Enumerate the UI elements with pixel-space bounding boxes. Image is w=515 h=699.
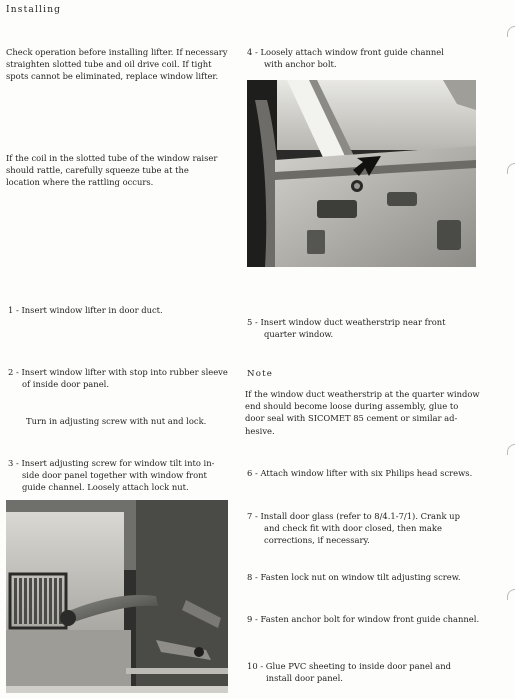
- text-line: Turn in adjusting screw with nut and lock.: [26, 416, 207, 426]
- rattle-paragraph: [6, 152, 217, 189]
- text-line: should rattle, carefully squeeze tube at the: [6, 165, 189, 176]
- text-line: hesive.: [245, 425, 275, 436]
- text-line: install door panel.: [266, 673, 343, 684]
- margin-mark: [507, 26, 515, 37]
- note-paragraph: [245, 388, 480, 437]
- door-frame-photo: [247, 80, 476, 267]
- step-7: [247, 510, 460, 547]
- step-6: [247, 467, 472, 479]
- note-heading: Note: [247, 369, 274, 379]
- margin-mark: [507, 163, 515, 174]
- text-line: 8 - Fasten lock nut on window tilt adjusting screw.: [247, 572, 461, 582]
- text-line: with anchor bolt.: [264, 59, 337, 70]
- step-2-note: [26, 415, 206, 427]
- text-line: location where the rattling occurs.: [6, 177, 154, 188]
- text-line: 3 - Insert adjusting screw for window tilt into in-: [8, 458, 215, 468]
- text-line: corrections, if necessary.: [264, 535, 370, 546]
- text-line: 10 - Glue PVC sheeting to inside door panel and: [247, 661, 452, 671]
- text-line: straighten slotted tube and oil drive coil. If tight: [6, 59, 212, 70]
- text-line: 9 - Fasten anchor bolt for window front guide channel.: [247, 614, 480, 624]
- lifter-mechanism-photo: [6, 500, 228, 693]
- text-line: of inside door panel.: [22, 379, 109, 390]
- text-line: If the window duct weatherstrip at the quarter window: [245, 389, 480, 399]
- text-line: spots cannot be eliminated, replace window lifter.: [6, 71, 219, 82]
- step-9: [247, 613, 479, 625]
- step-4: [247, 46, 444, 70]
- text-line: side door panel together with window front: [22, 470, 207, 481]
- text-line: end should become loose during assembly, glue to: [245, 401, 459, 412]
- step-8: [247, 571, 461, 583]
- text-line: 7 - Install door glass (refer to 8/4.1-7/1). Crank up: [247, 511, 460, 521]
- page-title: Installing: [6, 5, 62, 15]
- step-5: [247, 316, 446, 340]
- text-line: 4 - Loosely attach window front guide channel: [247, 47, 444, 57]
- step-3: [8, 457, 214, 494]
- text-line: door seal with SICOMET 85 cement or similar ad-: [245, 413, 458, 424]
- text-line: 6 - Attach window lifter with six Philips head screws.: [247, 468, 473, 478]
- text-line: and check fit with door closed, then make: [264, 523, 442, 534]
- text-line: 2 - Insert window lifter with stop into rubber sleeve: [8, 367, 228, 377]
- intro-paragraph: [6, 46, 228, 83]
- text-line: If the coil in the slotted tube of the window raiser: [6, 153, 218, 163]
- margin-mark: [507, 589, 515, 600]
- step-10: [247, 660, 451, 684]
- step-2: [8, 366, 228, 390]
- text-line: quarter window.: [264, 329, 334, 340]
- step-1: [8, 304, 163, 316]
- text-line: 1 - Insert window lifter in door duct.: [8, 305, 163, 315]
- text-line: Check operation before installing lifter. If necessary: [6, 47, 228, 57]
- text-line: 5 - Insert window duct weatherstrip near front: [247, 317, 446, 327]
- margin-mark: [507, 444, 515, 455]
- text-line: guide channel. Loosely attach lock nut.: [22, 482, 189, 493]
